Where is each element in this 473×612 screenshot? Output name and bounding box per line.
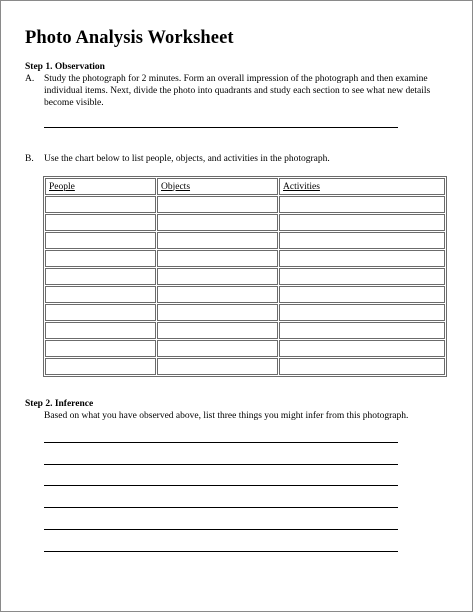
chart-cell-objects[interactable] (157, 286, 278, 303)
chart-cell-objects[interactable] (157, 358, 278, 375)
chart-header-objects: Objects (157, 178, 278, 195)
step2-instructions: Based on what you have observed above, list three things you might infer from this photograph. (44, 411, 409, 421)
chart-cell-people[interactable] (45, 304, 156, 321)
chart-cell-activities[interactable] (279, 322, 445, 339)
chart-cell-activities[interactable] (279, 196, 445, 213)
chart-cell-people[interactable] (45, 214, 156, 231)
item-b-letter: B. (25, 154, 34, 164)
chart-row (45, 358, 445, 375)
chart-header-people: People (45, 178, 156, 195)
item-b-instructions: Use the chart below to list people, objects, and activities in the photograph. (44, 154, 330, 164)
observation-answer-line[interactable] (44, 127, 398, 128)
chart-cell-objects[interactable] (157, 250, 278, 267)
chart-cell-people[interactable] (45, 286, 156, 303)
chart-row (45, 340, 445, 357)
chart-cell-people[interactable] (45, 250, 156, 267)
chart-cell-activities[interactable] (279, 304, 445, 321)
chart-cell-activities[interactable] (279, 214, 445, 231)
chart-cell-people[interactable] (45, 268, 156, 285)
chart-cell-activities[interactable] (279, 286, 445, 303)
chart-cell-activities[interactable] (279, 358, 445, 375)
chart-cell-objects[interactable] (157, 214, 278, 231)
chart-row (45, 304, 445, 321)
chart-cell-objects[interactable] (157, 232, 278, 249)
chart-cell-activities[interactable] (279, 268, 445, 285)
chart-row (45, 250, 445, 267)
chart-header-row (45, 178, 445, 195)
inference-answer-line[interactable] (44, 507, 398, 508)
chart-header-activities: Activities (279, 178, 445, 195)
chart-cell-people[interactable] (45, 232, 156, 249)
chart-row (45, 232, 445, 249)
inference-answer-line[interactable] (44, 551, 398, 552)
step2-heading: Step 2. Inference (25, 399, 94, 409)
step1-heading: Step 1. Observation (25, 62, 105, 72)
chart-cell-objects[interactable] (157, 196, 278, 213)
chart-cell-objects[interactable] (157, 268, 278, 285)
chart-cell-objects[interactable] (157, 340, 278, 357)
inference-answer-line[interactable] (44, 442, 398, 443)
chart-cell-people[interactable] (45, 322, 156, 339)
chart-cell-people[interactable] (45, 340, 156, 357)
chart-cell-activities[interactable] (279, 340, 445, 357)
observation-chart (43, 176, 447, 377)
chart-row (45, 268, 445, 285)
inference-answer-line[interactable] (44, 529, 398, 530)
chart-row (45, 196, 445, 213)
chart-cell-people[interactable] (45, 196, 156, 213)
inference-answer-line[interactable] (44, 464, 398, 465)
inference-answer-line[interactable] (44, 485, 398, 486)
item-a-instructions: Study the photograph for 2 minutes. Form an overall impression of the photograph and then examine individual items. Next, divide the photo into quadrants and study each section to see what new details become visible. (44, 74, 431, 108)
chart-cell-activities[interactable] (279, 232, 445, 249)
chart-cell-people[interactable] (45, 358, 156, 375)
item-a-letter: A. (25, 74, 35, 84)
chart-cell-objects[interactable] (157, 322, 278, 339)
chart-cell-objects[interactable] (157, 304, 278, 321)
chart-row (45, 322, 445, 339)
worksheet-title: Photo Analysis Worksheet (25, 28, 234, 48)
chart-row (45, 286, 445, 303)
chart-cell-activities[interactable] (279, 250, 445, 267)
chart-row (45, 214, 445, 231)
